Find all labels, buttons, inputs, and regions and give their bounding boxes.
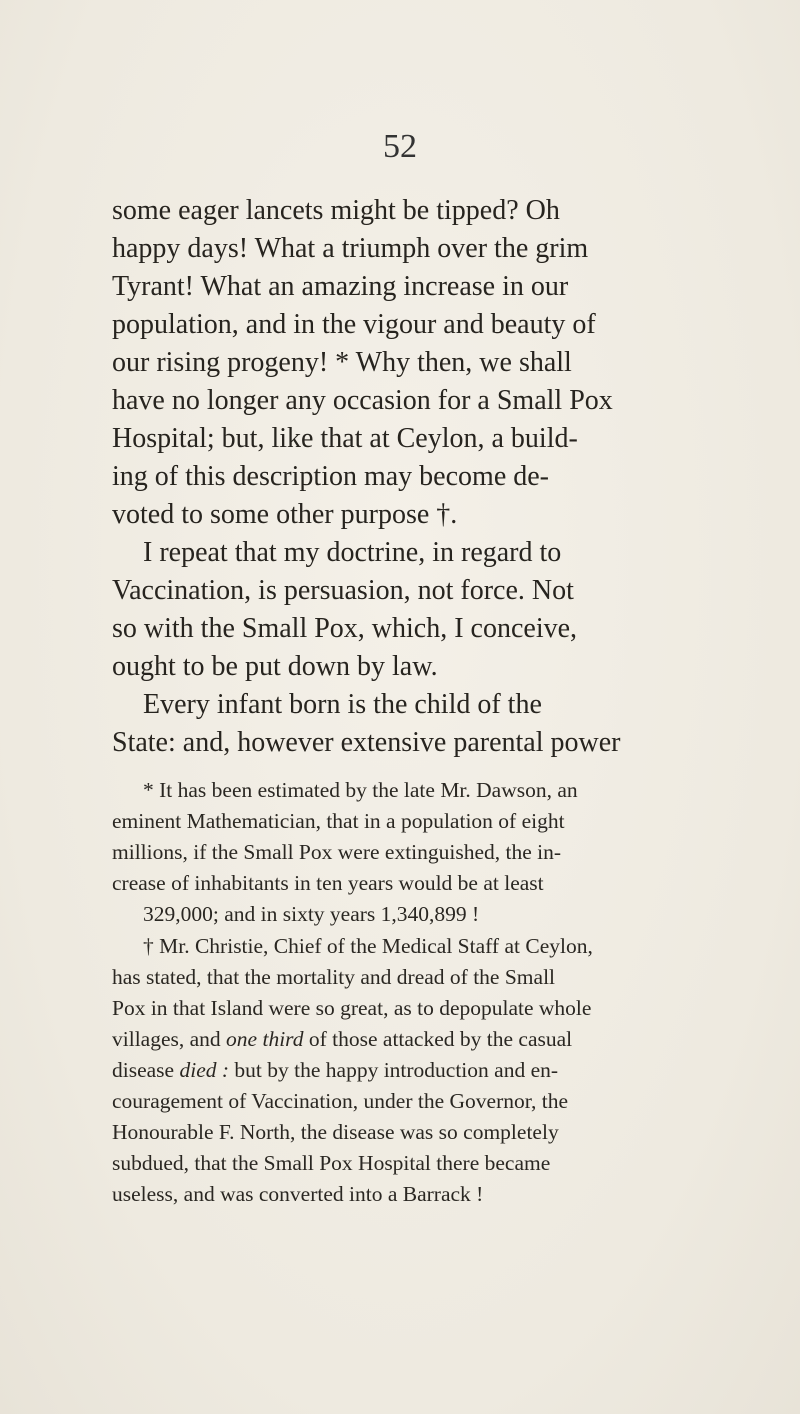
footnote-line: millions, if the Small Pox were extinguished, the in- (112, 840, 562, 864)
footnote-line: Pox in that Island were so great, as to depopulate whole (112, 996, 592, 1020)
text-line: Every infant born is the child of the (143, 689, 542, 720)
footnote-line: useless, and was converted into a Barrack ! (112, 1182, 484, 1206)
text-line: Tyrant! What an amazing increase in our (112, 271, 569, 302)
footnote-line: has stated, that the mortality and dread of the Small (112, 965, 556, 989)
footnote-text: but by the happy introduction and en- (229, 1058, 559, 1082)
text-line: State: and, however extensive parental power (112, 727, 621, 758)
text-line: ing of this description may become de- (112, 461, 549, 492)
text-line: some eager lancets might be tipped? Oh (112, 195, 560, 226)
text-line: population, and in the vigour and beauty of (112, 309, 596, 340)
page-number: 52 (383, 128, 417, 165)
text-line: Vaccination, is persuasion, not force. Not (112, 575, 574, 606)
footnote-italic: one third (226, 1027, 304, 1051)
text-line: have no longer any occasion for a Small Pox (112, 385, 613, 416)
footnote-italic: died : (179, 1058, 230, 1082)
footnote-line: eminent Mathematician, that in a population of eight (112, 809, 565, 833)
footnote-text: disease (112, 1058, 180, 1082)
footnote-line (112, 1058, 558, 1083)
footnote-line (112, 1027, 572, 1052)
footnote-line: 329,000; and in sixty years 1,340,899 ! (143, 902, 480, 926)
text-line: ought to be put down by law. (112, 651, 438, 682)
footnote-line: † Mr. Christie, Chief of the Medical Staff at Ceylon, (143, 934, 593, 958)
text-line: so with the Small Pox, which, I conceive, (112, 613, 578, 644)
text-line: happy days! What a triumph over the grim (112, 233, 589, 264)
footnote-text: of those attacked by the casual (303, 1027, 573, 1051)
text-line: Hospital; but, like that at Ceylon, a build- (112, 423, 578, 454)
text-line: I repeat that my doctrine, in regard to (143, 537, 562, 568)
text-line: our rising progeny! * Why then, we shall (112, 347, 572, 378)
footnote-line: * It has been estimated by the late Mr. Dawson, an (143, 778, 578, 802)
footnote-line: subdued, that the Small Pox Hospital there became (112, 1151, 551, 1175)
footnote-line: couragement of Vaccination, under the Governor, the (112, 1089, 569, 1113)
footnote-line: Honourable F. North, the disease was so completely (112, 1120, 559, 1144)
footnote-text: villages, and (112, 1027, 227, 1051)
footnote-line: crease of inhabitants in ten years would be at least (112, 871, 544, 895)
text-line: voted to some other purpose †. (112, 499, 458, 530)
